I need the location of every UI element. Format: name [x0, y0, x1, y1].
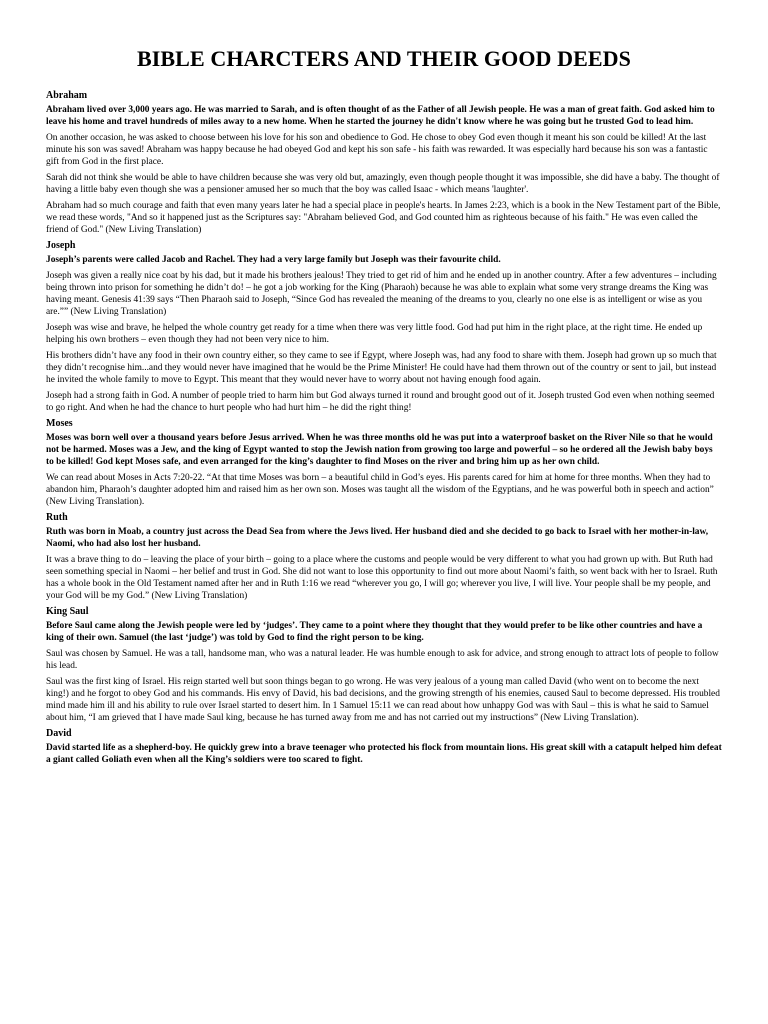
section-heading: Moses: [46, 418, 73, 429]
section-lead-paragraph: Joseph’s parents were called Jacob and Rachel. They had a very large family but Joseph was their favourite child.: [46, 255, 501, 265]
section-paragraph: On another occasion, he was asked to choose between his love for his son and obedience to God. He chose to obey God even though it meant his son could be killed! At the last minute his son was saved! Abraham was happy because he had obeyed God and kept his son safe - his faith was rewarded. It was especially hard because his son was a fantastic gift from God in the first place.: [46, 133, 708, 167]
section-paragraph: Abraham had so much courage and faith that even many years later he had a special place in people's hearts. In James 2:23, which is a book in the New Testament part of the Bible, we read these words, "And so it happened just as the Scriptures say: "Abraham believed God, and God counted him as righteous because of his faith." He was even called the friend of God." (New Living Translation): [46, 201, 721, 235]
page-title: BIBLE CHARCTERS AND THEIR GOOD DEEDS: [136, 46, 632, 71]
section-heading: David: [46, 728, 72, 739]
section-paragraph: Saul was chosen by Samuel. He was a tall, handsome man, who was a natural leader. He was humble enough to ask for advice, and strong enough to attract lots of people to follow his lead.: [46, 649, 719, 671]
section-heading: Ruth: [46, 512, 68, 523]
section-lead-paragraph: Abraham lived over 3,000 years ago. He was married to Sarah, and is often thought of as the Father of all Jewish people. He was a man of great faith. God asked him to leave his home and travel hundreds of miles away to a new home. When he started the journey he didn't know where he was going but he trusted God to lead him.: [46, 105, 715, 127]
section-paragraph: His brothers didn’t have any food in their own country either, so they came to see if Egypt, where Joseph was, had any food to share with them. Joseph had grown up so much that they didn’t recognise him...and they would never have imagined that he would be the Prime Minister! He could have had them thrown out of the country or sent to jail, but instead he invited the whole family to move to Egypt. This meant that they would never have to worry about not having enough food again.: [46, 351, 717, 385]
section-lead-paragraph: Moses was born well over a thousand years before Jesus arrived. When he was three months old he was put into a waterproof basket on the River Nile so that he would not be harmed. Moses was a Jew, and the king of Egypt wanted to stop the Jewish nation from growing too large and powerful – so he ordered all the Jewish baby boys to be killed! God kept Moses safe, and even arranged for the king’s daughter to find Moses on the river and bring him up as her own child.: [46, 433, 713, 467]
section-paragraph: We can read about Moses in Acts 7:20-22. “At that time Moses was born – a beautiful child in God’s eyes. His parents cared for him at home for three months. When they had to abandon him, Pharaoh’s daughter adopted him and raised him as her own son. Moses was taught all the wisdom of the Egyptians, and he was powerful both in speech and action” (New Living Translation).: [46, 473, 714, 507]
section-lead-paragraph: David started life as a shepherd-boy. He quickly grew into a brave teenager who protected his flock from mountain lions. His great skill with a catapult helped him defeat a giant called Goliath even when all the King’s soldiers were too scared to fight.: [46, 743, 722, 765]
section-paragraph: Joseph had a strong faith in God. A number of people tried to harm him but God always turned it round and brought good out of it. Joseph trusted God even when nothing seemed to go right. And when he had the chance to hurt people who had hurt him – he did the right thing!: [46, 391, 715, 413]
document-body: [46, 90, 722, 766]
section-paragraph: Sarah did not think she would be able to have children because she was very old but, amazingly, even though people thought it was impossible, she did have a baby. The thought of having a little baby even though she was a pensioner amused her so much that the boy was called Isaac - which means 'laughter'.: [46, 173, 720, 195]
section-paragraph: Joseph was given a really nice coat by his dad, but it made his brothers jealous! They tried to get rid of him and he ended up in another country. After a few adventures – including being thrown into prison for something he didn’t do! – he got a job working for the King (Pharaoh) because he was able to explain what some very strange dreams the King was having meant. Genesis 41:39 says “Then Pharaoh said to Joseph, “Since God has revealed the meaning of the dreams to you, clearly no one else is as intelligent or wise as you are.”” (New Living Translation): [46, 271, 717, 317]
section-paragraph: Saul was the first king of Israel. His reign started well but soon things began to go wrong. He was very jealous of a young man called David (who went on to become the next king!) and he forgot to obey God and his commands. His envy of David, his bad decisions, and the growing strength of his enemies, caused Saul to become depressed. His troubled mind made him ill and his ability to rule over Israel started to desert him. In 1 Samuel 15:11 we can read about how unhappy God was with Saul – this is what he said to Samuel about him, “I am grieved that I have made Saul king, because he has turned away from me and has not carried out my instructions” (New Living Translation).: [46, 677, 720, 723]
section-heading: Abraham: [46, 90, 88, 101]
section-paragraph: It was a brave thing to do – leaving the place of your birth – going to a place where the customs and people would be very different to what you had grown up with. But Ruth had seen something special in Naomi – her belief and trust in God. She did not want to lose this opportunity to find out more about Naomi’s faith, so went back with her to Israel. Ruth has a whole book in the Old Testament named after her and in Ruth 1:16 we read “wherever you go, I will go; wherever you live, I will live. Your people shall be my people, and your God will be my God.” (New Living Translation): [46, 555, 718, 601]
section-lead-paragraph: Ruth was born in Moab, a country just across the Dead Sea from where the Jews lived. Her husband died and she decided to go back to Israel with her mother-in-law, Naomi, who had also lost her husband.: [46, 527, 709, 549]
section-paragraph: Joseph was wise and brave, he helped the whole country get ready for a time when there was very little food. God had put him in the right place, at the right time. He ended up helping his own brothers – even though they had not been very nice to him.: [46, 323, 703, 345]
section-heading: King Saul: [46, 606, 89, 617]
section-heading: Joseph: [46, 240, 76, 251]
section-lead-paragraph: Before Saul came along the Jewish people were led by ‘judges’. They came to a point where they thought that they would prefer to be like other countries and have a king of their own. Samuel (the last ‘judge’) was told by God to find the right person to be king.: [46, 621, 703, 643]
